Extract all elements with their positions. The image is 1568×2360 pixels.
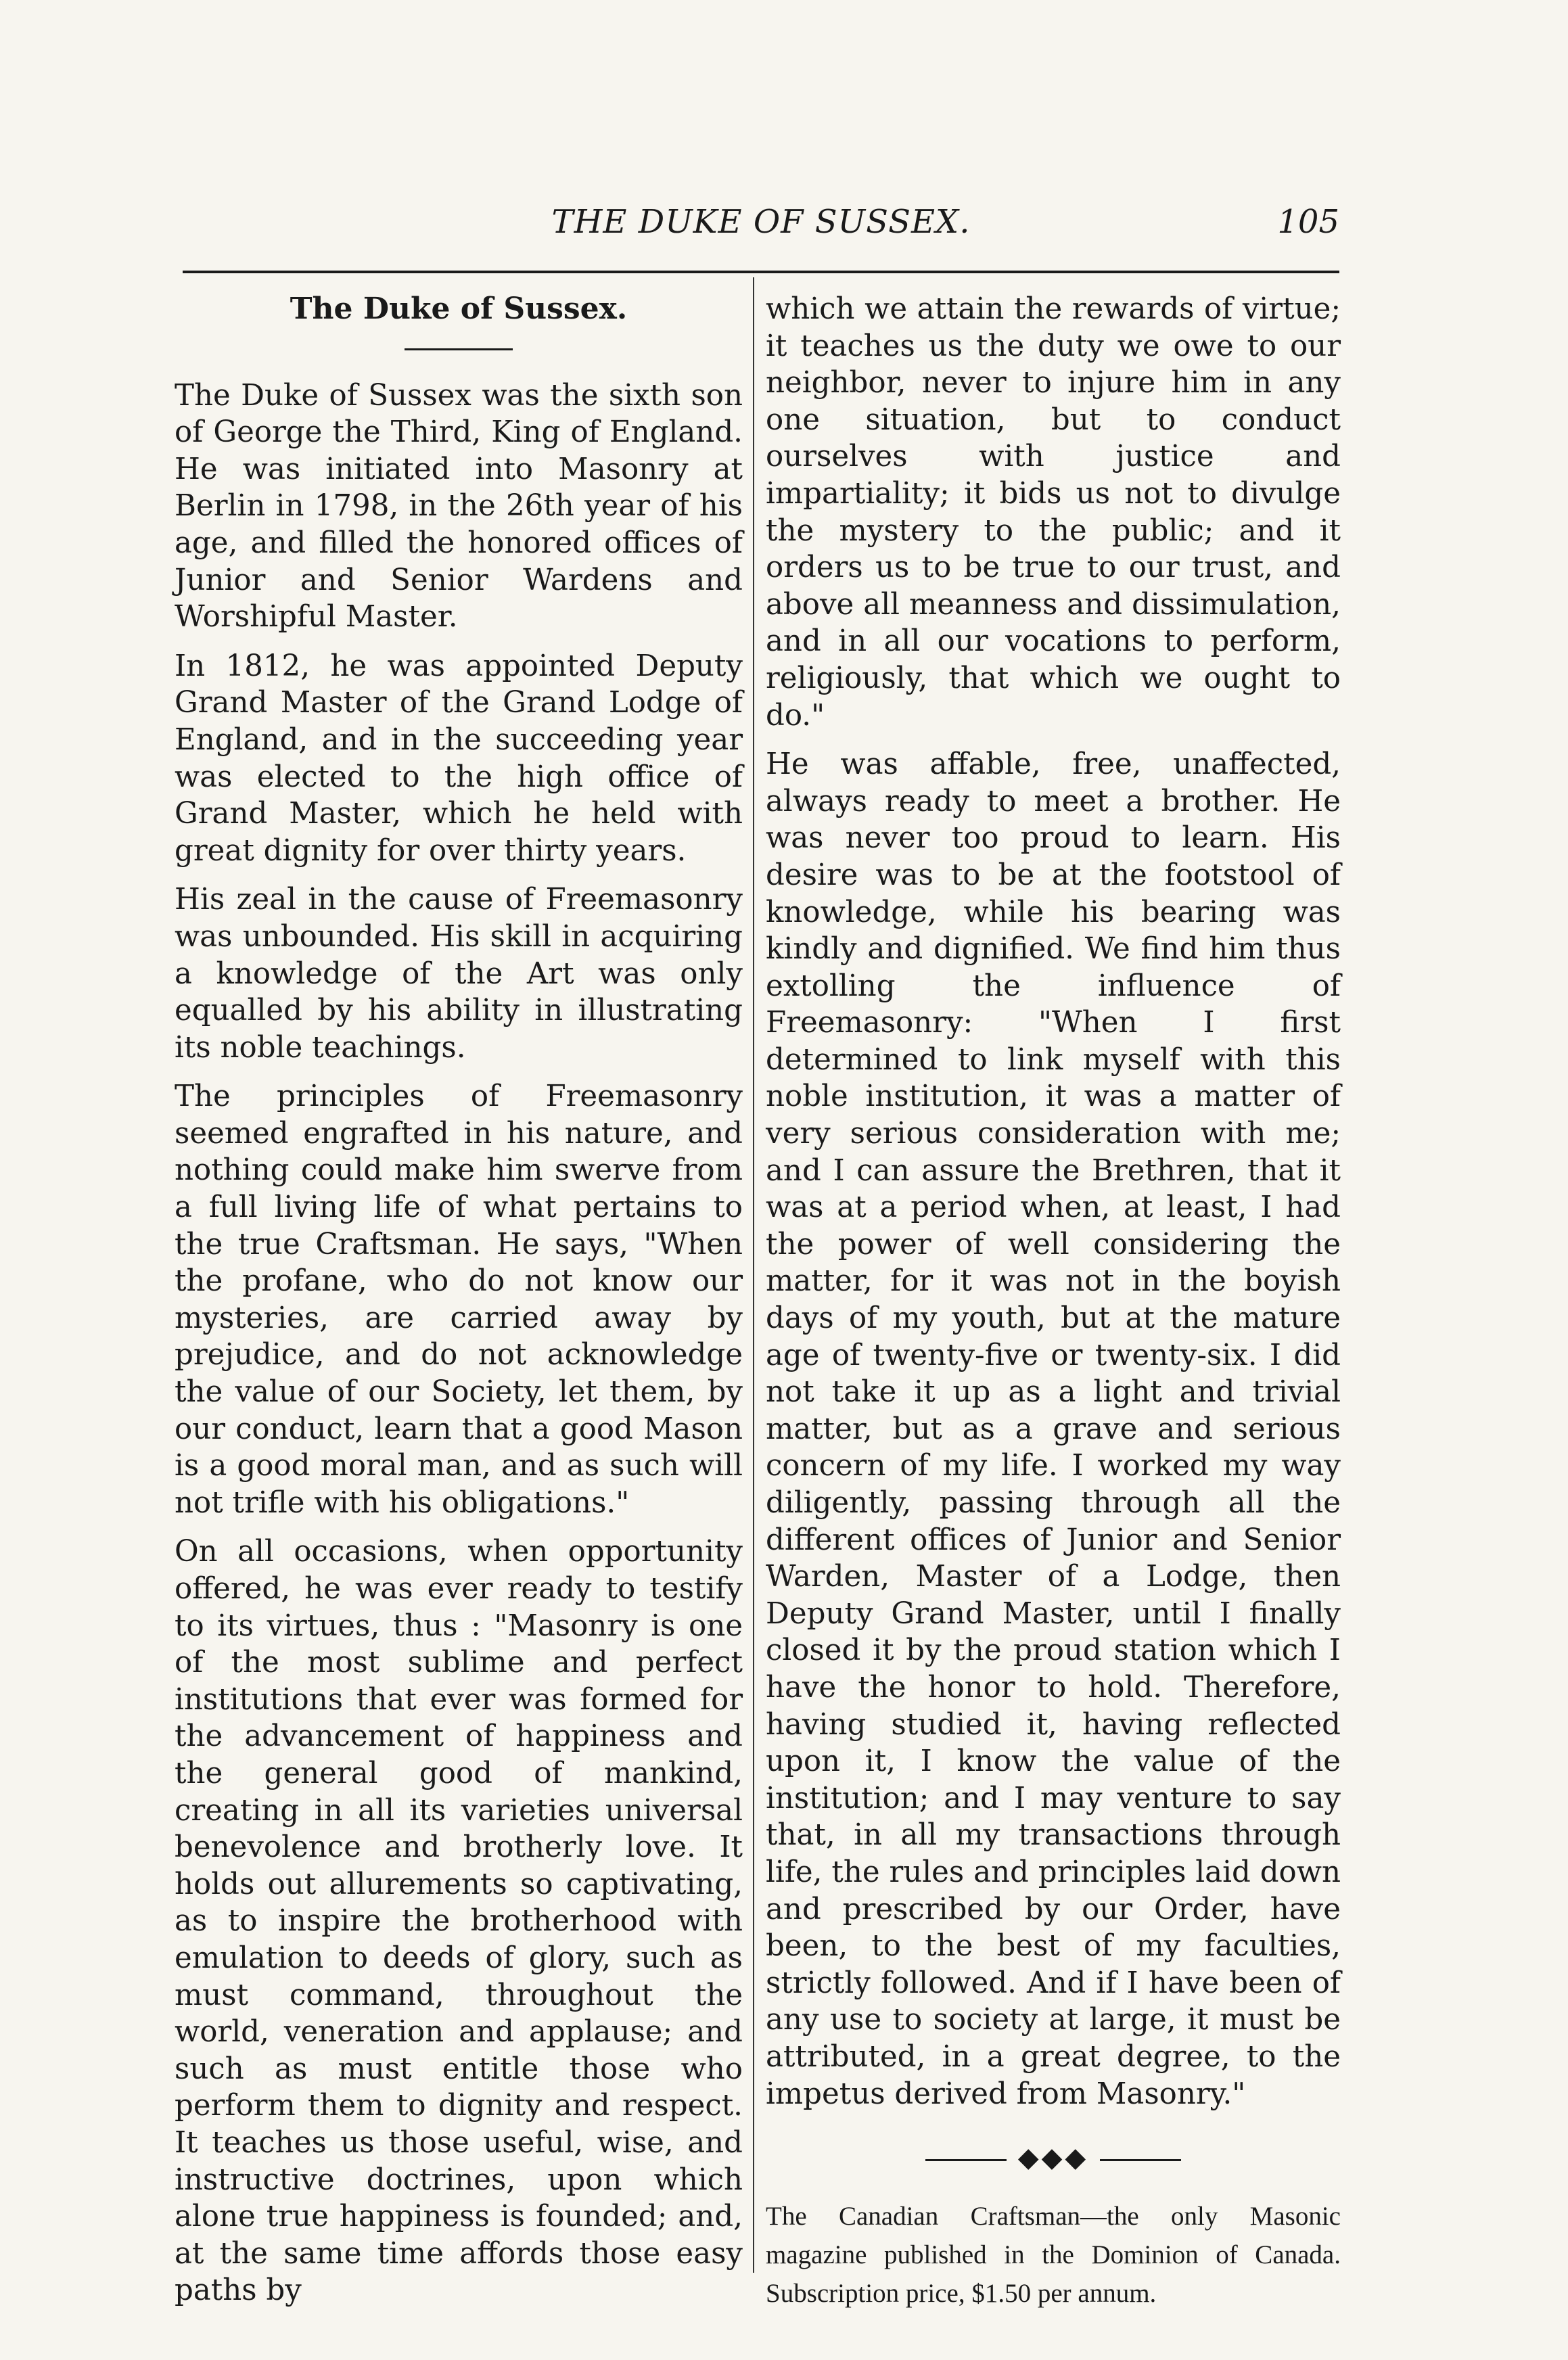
ornament-diamonds: ◆◆◆ [1017, 2142, 1089, 2174]
section-ornament [766, 2139, 1341, 2177]
running-title: THE DUKE OF SUSSEX. [551, 203, 971, 241]
title-rule [405, 348, 513, 350]
running-head [183, 203, 1339, 257]
page-number: 105 [1277, 203, 1339, 241]
right-column [766, 291, 1341, 2313]
ornament-line-left [925, 2159, 1007, 2161]
paragraph: He was affable, free, unaffected, always ready to meet a brother. He was never too proud to learn. His desire was to be at the footstool of knowledge, while his bearing was kindly and dignified. We find him thus extolling the influence of Freemasonry: "When I first determined to link myself with this noble institution, it was a matter of very serious consideration with me; and I can assure the Brethren, that it was at a period when, at least, I had the power of well considering the matter, for it was not in the boyish days of my youth, but at the mature age of twenty-five or twenty-six. I did not take it up as a light and trivial matter, but as a grave and serious concern of my life. I worked my way diligently, passing through all the different offices of Junior and Senior Warden, Master of a Lodge, then Deputy Grand Master, until I finally closed it by the proud station which I have the honor to hold. Therefore, having studied it, having reflected upon it, I know the value of the institution; and I may venture to say that, in all my transactions through life, the rules and principles laid down and prescribed by our Order, have been, to the best of my faculties, strictly followed. And if I have been of any use to society at large, it must be attributed, in a great degree, to the impetus derived from Masonry." [766, 747, 1341, 2111]
article-title: The Duke of Sussex. [290, 292, 628, 326]
paragraph: In 1812, he was appointed Deputy Grand Master of the Grand Lodge of England, and in the succeeding year was elected to the high office of Grand Master, which he held with great dignity for over thirty years. [175, 649, 743, 868]
header-rule [183, 271, 1339, 273]
paragraph: On all occasions, when opportunity offered, he was ever ready to testify to its virtues, thus : "Masonry is one of the most sublime and perfect institutions that ever was formed for the advancement of happiness and the general good of mankind, creating in all its varieties universal benevolence and brotherly love. It holds out allurements so captivating, as to inspire the brotherhood with emulation to deeds of glory, such as must command, throughout the world, veneration and applause; and such as must entitle those who perform them to dignity and respect. It teaches us those useful, wise, and instructive doctrines, upon which alone true happiness is founded; and, at the same time affords those easy paths by [175, 1535, 743, 2308]
subscription-notice: The Canadian Craftsman—the only Masonic magazine published in the Dominion of Canada. Subscription price, $1.50 per annum. [766, 2201, 1341, 2308]
paragraph: The principles of Freemasonry seemed engrafted in his nature, and nothing could make him swerve from a full living life of what pertains to the true Craftsman. He says, "When the profane, who do not know our mysteries, are carried away by prejudice, and do not acknowledge the value of our Society, let them, by our conduct, learn that a good Mason is a good moral man, and as such will not trifle with his obligations." [175, 1080, 743, 1520]
paragraph: which we attain the rewards of virtue; it teaches us the duty we owe to our neighbor, never to injure him in any one situation, but to conduct ourselves with justice and impartiality; it bids us not to divulge the mystery to the public; and it orders us to be true to our trust, and above all meanness and dissimulation, and in all our vocations to perform, religiously, that which we ought to do." [766, 292, 1341, 733]
paragraph: His zeal in the cause of Freemasonry was unbounded. His skill in acquiring a knowledge of the Art was only equalled by his ability in illustrating its noble teachings. [175, 883, 743, 1065]
ornament-line-right [1100, 2159, 1181, 2161]
paragraph: The Duke of Sussex was the sixth son of George the Third, King of England. He was initiated into Masonry at Berlin in 1798, in the 26th year of his age, and filled the honored offices of Junior and Senior Wardens and Worshipful Master. [175, 378, 743, 634]
column-divider [753, 277, 754, 2273]
left-column [175, 291, 743, 2321]
